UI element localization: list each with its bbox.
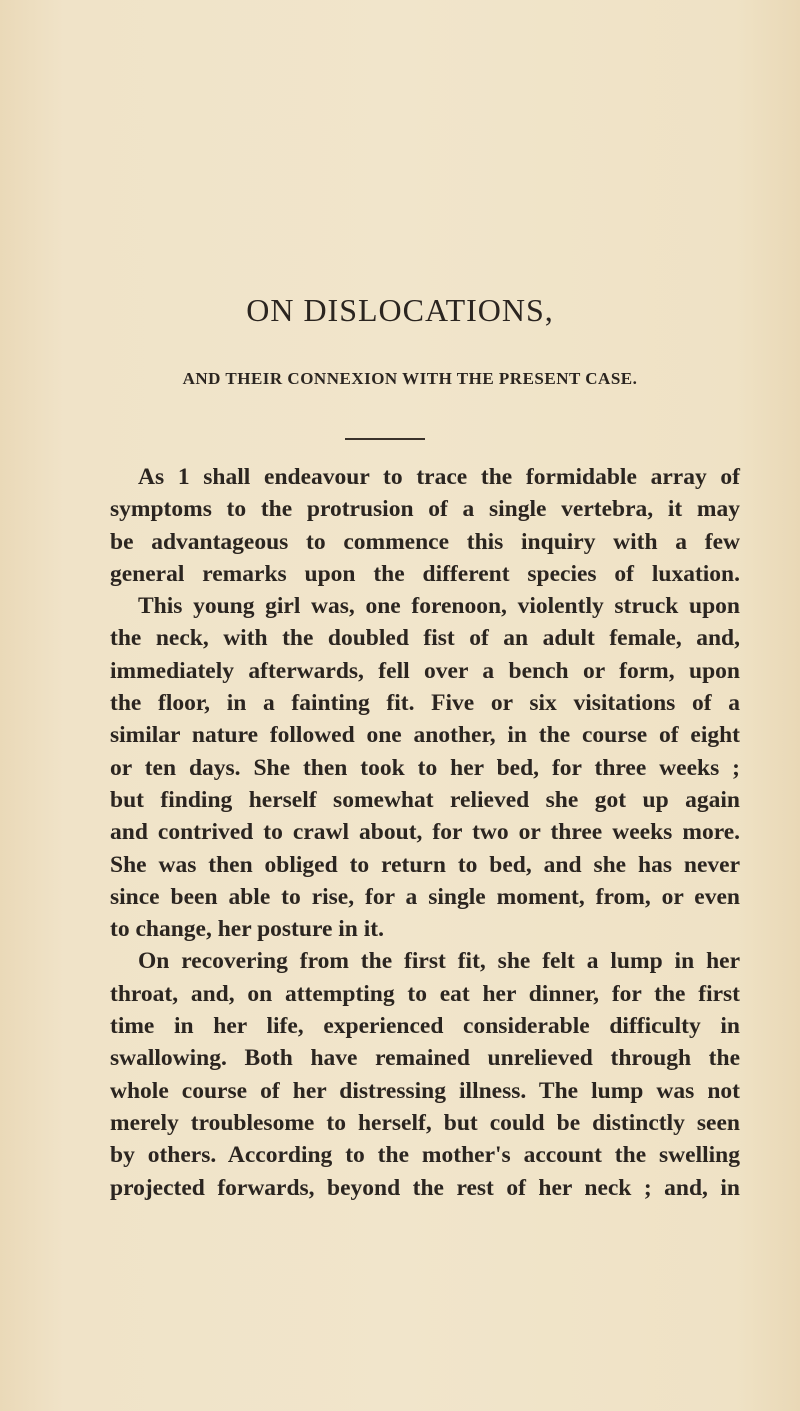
text-line: or ten days. She then took to her bed, for three weeks ; xyxy=(110,754,740,781)
body-text xyxy=(110,461,740,1204)
text-line: projected forwards, beyond the rest of her neck ; and, in xyxy=(110,1174,740,1201)
chapter-title: ON DISLOCATIONS, xyxy=(246,292,554,328)
text-line: by others. According to the mother's account the swelling xyxy=(110,1142,740,1169)
text-line: swallowing. Both have remained unrelieved through the xyxy=(110,1045,740,1072)
text-line: be advantageous to commence this inquiry with a few xyxy=(110,528,740,555)
text-line: This young girl was, one forenoon, violently struck upon xyxy=(138,593,740,620)
text-line: the neck, with the doubled fist of an adult female, and, xyxy=(110,625,740,652)
text-line: but finding herself somewhat relieved she got up again xyxy=(110,786,740,813)
title-rule xyxy=(345,438,425,440)
text-line: since been able to rise, for a single moment, from, or even xyxy=(110,883,740,910)
text-line: and contrived to crawl about, for two or three weeks more. xyxy=(110,819,740,846)
text-line: As 1 shall endeavour to trace the formidable array of xyxy=(138,464,740,490)
chapter-subtitle: AND THEIR CONNEXION WITH THE PRESENT CASE. xyxy=(182,369,638,388)
text-line: to change, her posture in it. xyxy=(110,916,384,943)
text-line: merely troublesome to herself, but could be distinctly seen xyxy=(110,1109,740,1136)
text-line: throat, and, on attempting to eat her dinner, for the first xyxy=(110,980,740,1007)
text-line: similar nature followed one another, in the course of eight xyxy=(110,722,740,749)
text-line: immediately afterwards, fell over a bench or form, upon xyxy=(110,657,740,684)
text-line: whole course of her distressing illness. The lump was not xyxy=(110,1077,740,1104)
text-line: She was then obliged to return to bed, and she has never xyxy=(110,851,740,878)
text-line: time in her life, experienced considerable difficulty in xyxy=(110,1013,740,1040)
text-line: general remarks upon the different species of luxation. xyxy=(110,560,740,587)
text-line: the floor, in a fainting fit. Five or six visitations of a xyxy=(110,690,740,717)
text-line: symptoms to the protrusion of a single vertebra, it may xyxy=(110,496,740,523)
text-line: On recovering from the first fit, she felt a lump in her xyxy=(138,948,740,975)
